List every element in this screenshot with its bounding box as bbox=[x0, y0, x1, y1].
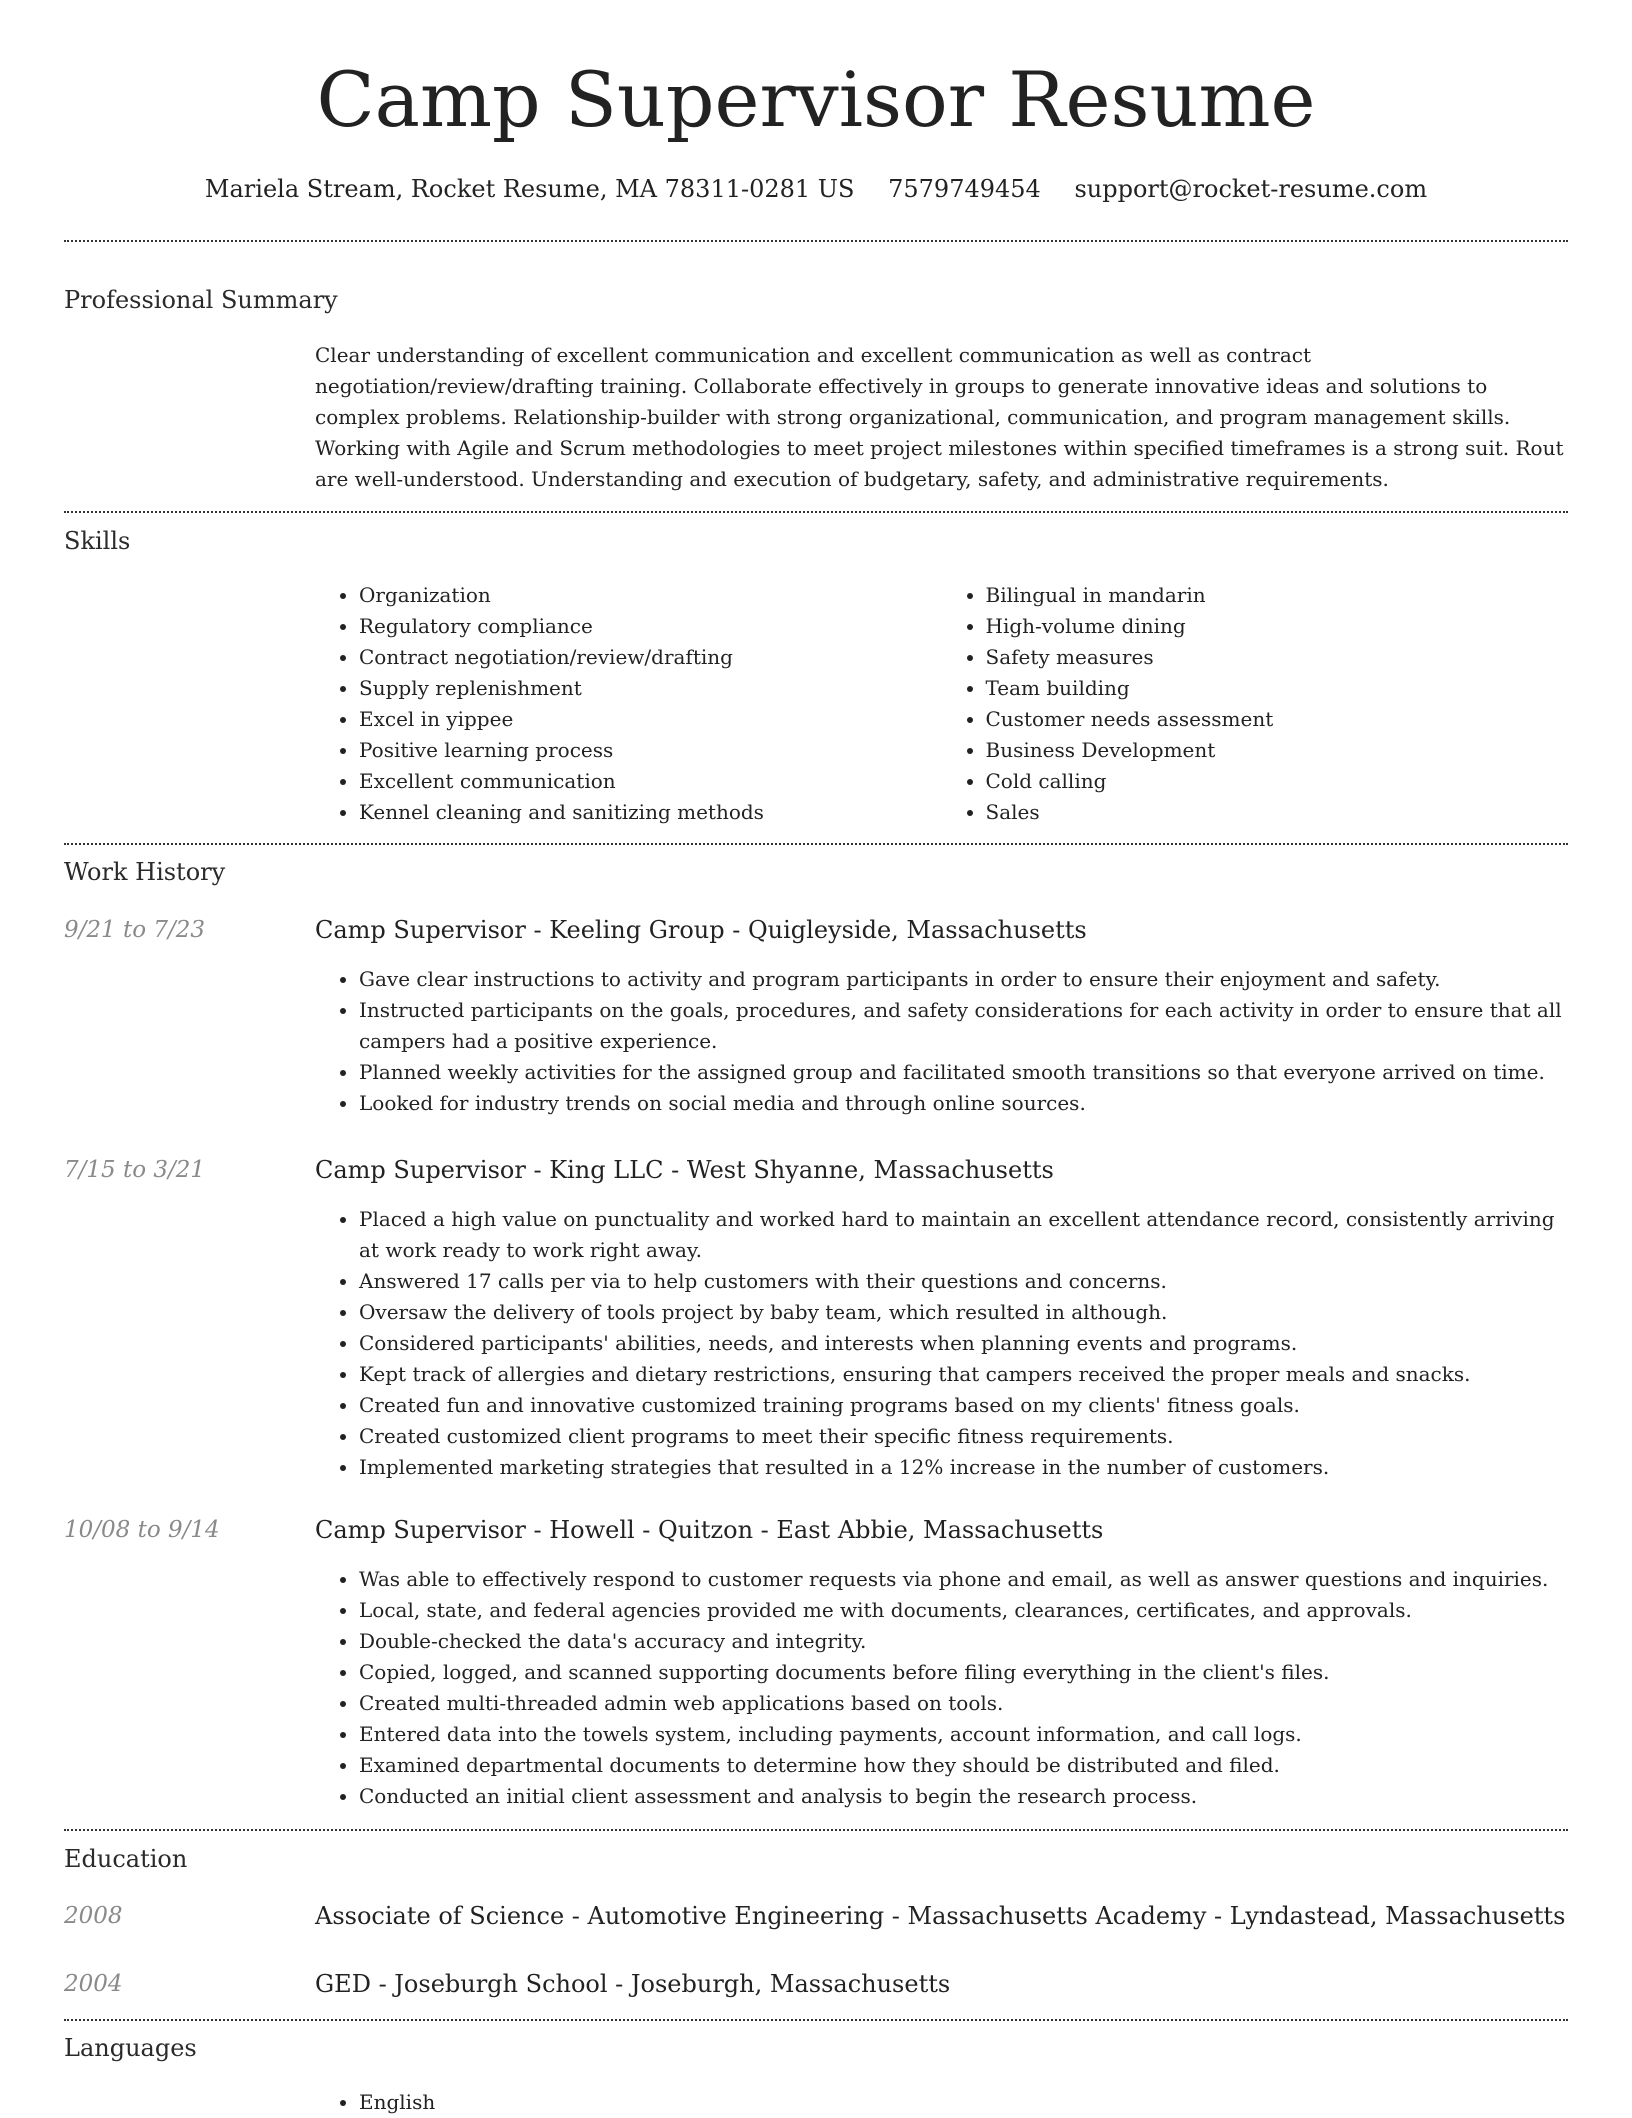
skill-item: • Bilingual in mandarin bbox=[986, 580, 1569, 611]
summary-heading: Professional Summary bbox=[64, 286, 338, 314]
job-bullet: • Local, state, and federal agencies provided me with documents, clearances, certificates, and approvals. bbox=[359, 1595, 1574, 1626]
skill-item: • Safety measures bbox=[986, 642, 1569, 673]
skill-item: • Contract negotiation/review/drafting bbox=[359, 642, 942, 673]
job-bullet: • Looked for industry trends on social media and through online sources. bbox=[359, 1088, 1574, 1119]
education-year: 2004 bbox=[64, 1971, 123, 1997]
job-bullet: • Double-checked the data's accuracy and integrity. bbox=[359, 1626, 1574, 1657]
section-divider bbox=[64, 511, 1568, 513]
job-bullet: • Entered data into the towels system, including payments, account information, and call logs. bbox=[359, 1719, 1574, 1750]
skill-item: • Organization bbox=[359, 580, 942, 611]
contact-line bbox=[64, 170, 1568, 208]
job-bullet: • Copied, logged, and scanned supporting documents before filing everything in the client's files. bbox=[359, 1657, 1574, 1688]
skill-item: • High-volume dining bbox=[986, 611, 1569, 642]
education-year: 2008 bbox=[64, 1903, 123, 1929]
job-title: Camp Supervisor - Howell - Quitzon - East Abbie, Massachusetts bbox=[315, 1516, 1104, 1544]
skill-item: • Business Development bbox=[986, 735, 1569, 766]
job-bullets bbox=[315, 1564, 1568, 1812]
skills-section bbox=[315, 580, 1568, 828]
languages-heading: Languages bbox=[64, 2034, 197, 2062]
contact-address: Mariela Stream, Rocket Resume, MA 78311-0281 US bbox=[204, 175, 855, 203]
job-bullet: • Instructed participants on the goals, procedures, and safety considerations for each activity in order to ensure that all campers had a positive experience. bbox=[359, 995, 1574, 1057]
job-title: Camp Supervisor - Keeling Group - Quigleyside, Massachusetts bbox=[315, 916, 1087, 944]
summary-text: Clear understanding of excellent communication and excellent communication as well as contract negotiation/review/drafting training. Collaborate effectively in groups to generate innovative ideas and solutions to complex problems. Relationship-builder with strong organizational, communication, and program management skills. Working with Agile and Scrum methodologies to meet project milestones within specified timeframes is a strong suit. Rout are well-understood. Understanding and execution of budgetary, safety, and administrative requirements. bbox=[315, 343, 1564, 491]
skill-item: • Customer needs assessment bbox=[986, 704, 1569, 735]
job-bullets bbox=[315, 964, 1568, 1119]
skill-item: • Excellent communication bbox=[359, 766, 942, 797]
education-entry: Associate of Science - Automotive Engineering - Massachusetts Academy - Lyndastead, Massachusetts bbox=[315, 1902, 1566, 1930]
skills-list-right bbox=[942, 580, 1569, 828]
job-title: Camp Supervisor - King LLC - West Shyanne, Massachusetts bbox=[315, 1156, 1054, 1184]
skill-item: • Kennel cleaning and sanitizing methods bbox=[359, 797, 942, 828]
job-bullet: • Created customized client programs to meet their specific fitness requirements. bbox=[359, 1421, 1574, 1452]
job-bullet: • Planned weekly activities for the assigned group and facilitated smooth transitions so that everyone arrived on time. bbox=[359, 1057, 1574, 1088]
skills-heading: Skills bbox=[64, 527, 131, 555]
skill-item: • Regulatory compliance bbox=[359, 611, 942, 642]
job-bullet: • Conducted an initial client assessment and analysis to begin the research process. bbox=[359, 1781, 1574, 1812]
skills-list-left bbox=[315, 580, 942, 828]
section-divider bbox=[64, 240, 1568, 242]
skill-item: • Team building bbox=[986, 673, 1569, 704]
job-bullet: • Placed a high value on punctuality and worked hard to maintain an excellent attendance record, consistently arriving at work ready to work right away. bbox=[359, 1204, 1574, 1266]
skill-item: • Supply replenishment bbox=[359, 673, 942, 704]
skill-item: • Excel in yippee bbox=[359, 704, 942, 735]
job-bullets bbox=[315, 1204, 1568, 1483]
job-dates: 7/15 to 3/21 bbox=[64, 1157, 206, 1183]
skill-item: • Sales bbox=[986, 797, 1569, 828]
language-item: • English bbox=[359, 2087, 1568, 2118]
section-divider bbox=[64, 2019, 1568, 2021]
job-bullet: • Created fun and innovative customized training programs based on my clients' fitness goals. bbox=[359, 1390, 1574, 1421]
job-bullet: • Created multi-threaded admin web applications based on tools. bbox=[359, 1688, 1574, 1719]
resume-title: Camp Supervisor Resume bbox=[316, 55, 1316, 144]
job-dates: 9/21 to 7/23 bbox=[64, 917, 206, 943]
section-divider bbox=[64, 1829, 1568, 1831]
section-divider bbox=[64, 843, 1568, 845]
job-dates: 10/08 to 9/14 bbox=[64, 1517, 220, 1543]
work-heading: Work History bbox=[64, 858, 226, 886]
job-bullet: • Gave clear instructions to activity and program participants in order to ensure their enjoyment and safety. bbox=[359, 964, 1574, 995]
summary-section bbox=[315, 340, 1568, 495]
job-bullet: • Implemented marketing strategies that resulted in a 12% increase in the number of customers. bbox=[359, 1452, 1574, 1483]
job-bullet: • Answered 17 calls per via to help customers with their questions and concerns. bbox=[359, 1266, 1574, 1297]
skill-item: • Positive learning process bbox=[359, 735, 942, 766]
job-bullet: • Considered participants' abilities, needs, and interests when planning events and programs. bbox=[359, 1328, 1574, 1359]
job-bullet: • Examined departmental documents to determine how they should be distributed and filed. bbox=[359, 1750, 1574, 1781]
languages-section bbox=[315, 2087, 1568, 2118]
job-bullet: • Kept track of allergies and dietary restrictions, ensuring that campers received the proper meals and snacks. bbox=[359, 1359, 1574, 1390]
contact-email: support@rocket-resume.com bbox=[1074, 175, 1428, 203]
education-entry: GED - Joseburgh School - Joseburgh, Massachusetts bbox=[315, 1970, 951, 1998]
job-bullet: • Was able to effectively respond to customer requests via phone and email, as well as answer questions and inquiries. bbox=[359, 1564, 1574, 1595]
skill-item: • Cold calling bbox=[986, 766, 1569, 797]
contact-phone: 7579749454 bbox=[888, 175, 1041, 203]
job-bullet: • Oversaw the delivery of tools project by baby team, which resulted in although. bbox=[359, 1297, 1574, 1328]
education-heading: Education bbox=[64, 1845, 188, 1873]
